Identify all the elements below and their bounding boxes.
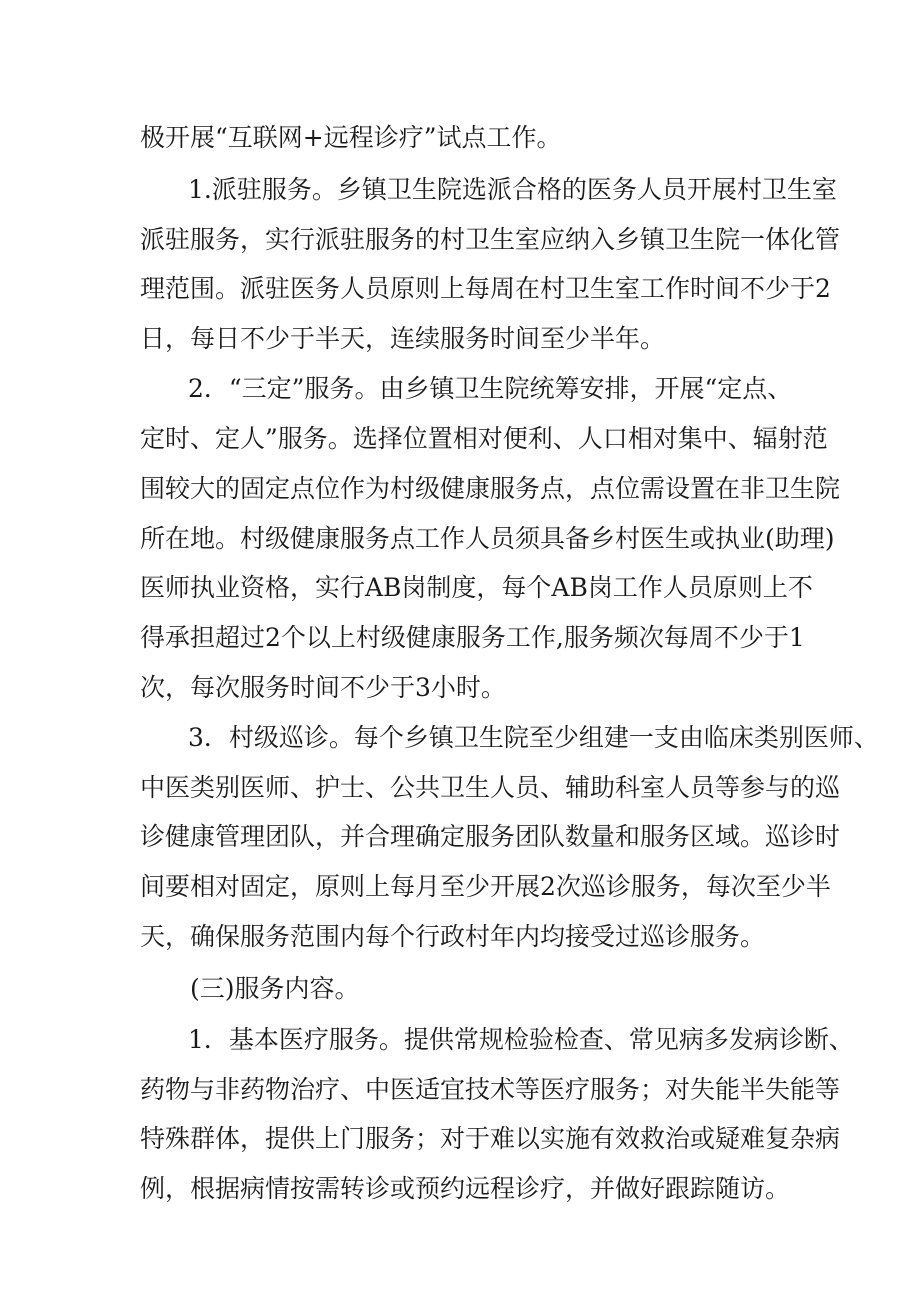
text-line: 3．村级巡诊。每个乡镇卫生院至少组建一支由临床类别医师、 (188, 723, 879, 752)
section-heading: (三)服务内容。 (190, 974, 360, 1003)
text-line: 药物与非药物治疗、中医适宜技术等医疗服务；对失能半失能等 (140, 1075, 841, 1104)
text-line: 日，每日不少于半天，连续服务时间至少半年。 (140, 324, 666, 353)
text-line: 所在地。村级健康服务点工作人员须具备乡村医生或执业(助理) (140, 524, 835, 553)
text-line: 派驻服务，实行派驻服务的村卫生室应纳入乡镇卫生院一体化管 (140, 225, 841, 254)
text-line: 1．基本医疗服务。提供常规检验检查、常见病多发病诊断、 (188, 1025, 854, 1054)
text-line: 2．“三定”服务。由乡镇卫生院统筹安排，开展“定点、 (188, 374, 793, 403)
text-line: 1.派驻服务。乡镇卫生院选派合格的医务人员开展村卫生室 (188, 175, 837, 204)
text-line: 理范围。派驻医务人员原则上每周在村卫生室工作时间不少于2 (140, 274, 831, 303)
text-line: 特殊群体，提供上门服务；对于难以实施有效救治或疑难复杂病 (140, 1124, 841, 1153)
text-line: 例，根据病情按需转诊或预约远程诊疗，并做好跟踪随访。 (140, 1174, 791, 1203)
text-line: 诊健康管理团队，并合理确定服务团队数量和服务区域。巡诊时 (140, 822, 841, 851)
text-line: 中医类别医师、护士、公共卫生人员、辅助科室人员等参与的巡 (140, 773, 841, 802)
text-line: 定时、定人”服务。选择位置相对便利、人口相对集中、辐射范 (140, 424, 828, 453)
text-line: 间要相对固定，原则上每月至少开展2次巡诊服务，每次至少半 (140, 872, 831, 901)
text-line: 得承担超过2个以上村级健康服务工作,服务频次每周不少于1 (140, 623, 805, 652)
text-line: 次，每次服务时间不少于3小时。 (140, 673, 506, 702)
text-line: 围较大的固定点位作为村级健康服务点，点位需设置在非卫生院 (140, 474, 841, 503)
text-line: 天，确保服务范围内每个行政村年内均接受过巡诊服务。 (140, 922, 766, 951)
text-line: 医师执业资格，实行AB岗制度，每个AB岗工作人员原则上不 (140, 573, 813, 602)
text-line: 极开展“互联网+远程诊疗”试点工作。 (140, 123, 562, 152)
